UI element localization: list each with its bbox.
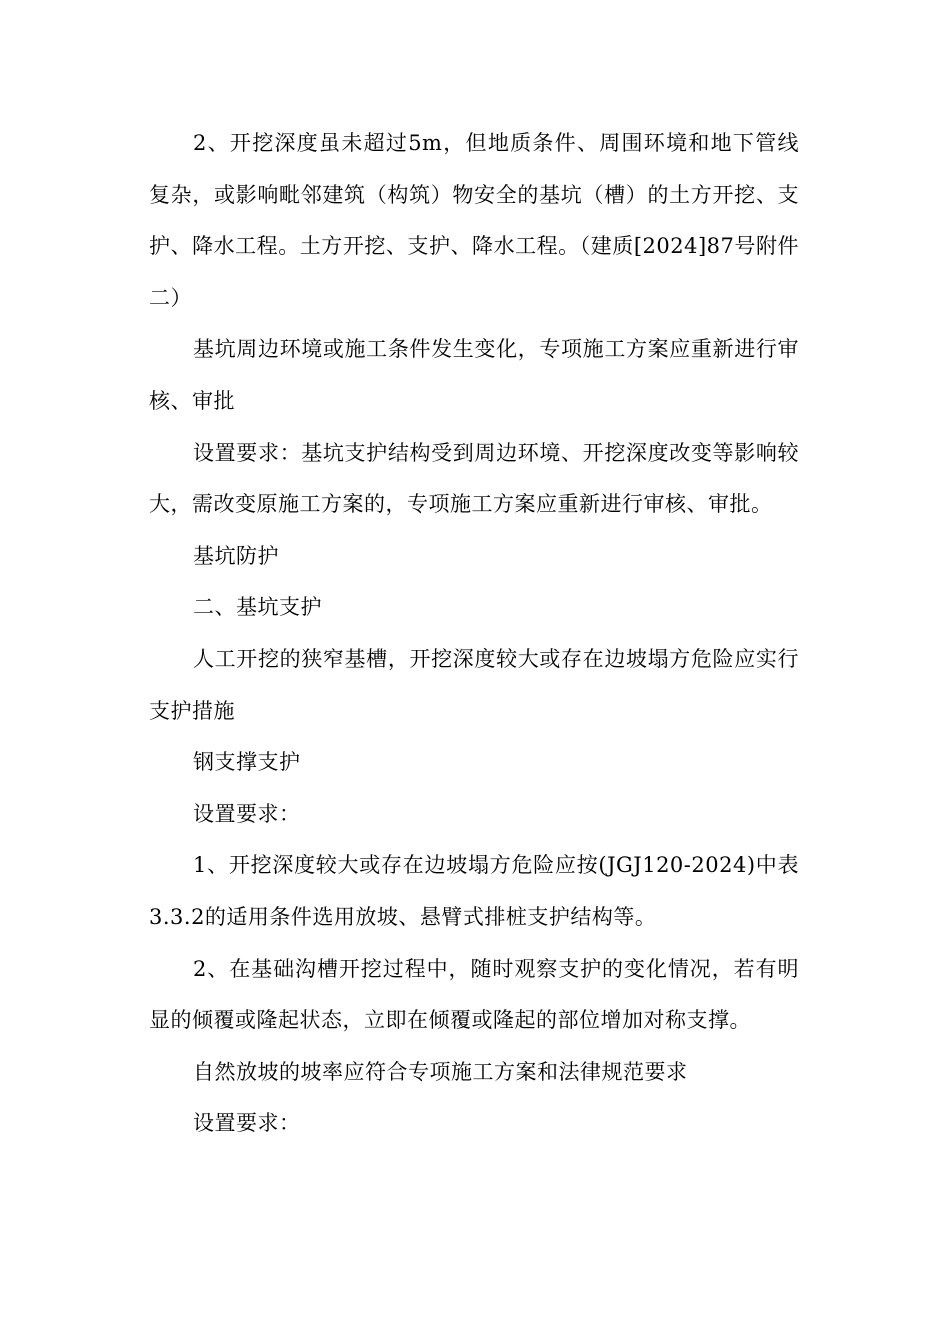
paragraph-excavation-depth: 2、开挖深度虽未超过5m，但地质条件、周围环境和地下管线复杂，或影响毗邻建筑（构筑）物安全的基坑（槽）的土方开挖、支护、降水工程。土方开挖、支护、降水工程。（建质[2024]87号附件二） bbox=[149, 131, 799, 310]
document-body bbox=[149, 118, 799, 1150]
paragraph-manual-excavation: 人工开挖的狭窄基槽，开挖深度较大或存在边坡塌方危险应实行支护措施 bbox=[149, 646, 799, 723]
heading-pit-protection: 基坑防护 bbox=[193, 543, 279, 568]
heading-pit-support: 二、基坑支护 bbox=[193, 595, 322, 620]
label-setup-requirements: 设置要求： bbox=[193, 801, 301, 826]
paragraph-setup-requirement-review: 设置要求：基坑支护结构受到周边环境、开挖深度改变等影响较大，需改变原施工方案的，专项施工方案应重新进行审核、审批。 bbox=[149, 440, 799, 517]
paragraph-environment-change: 基坑周边环境或施工条件发生变化，专项施工方案应重新进行审核、审批 bbox=[149, 337, 799, 413]
heading-natural-slope: 自然放坡的坡率应符合专项施工方案和法律规范要求 bbox=[193, 1059, 688, 1084]
paragraph-requirement-2: 2、在基础沟槽开挖过程中，随时观察支护的变化情况，若有明显的倾覆或隆起状态，立即在倾覆或隆起的部位增加对称支撑。 bbox=[149, 956, 799, 1033]
label-setup-requirements-2: 设置要求： bbox=[193, 1111, 301, 1136]
heading-steel-support: 钢支撑支护 bbox=[193, 750, 301, 775]
paragraph-requirement-1: 1、开挖深度较大或存在边坡塌方危险应按(JGJ120-2024)中表3.3.2的适用条件选用放坡、悬臂式排桩支护结构等。 bbox=[149, 853, 799, 929]
